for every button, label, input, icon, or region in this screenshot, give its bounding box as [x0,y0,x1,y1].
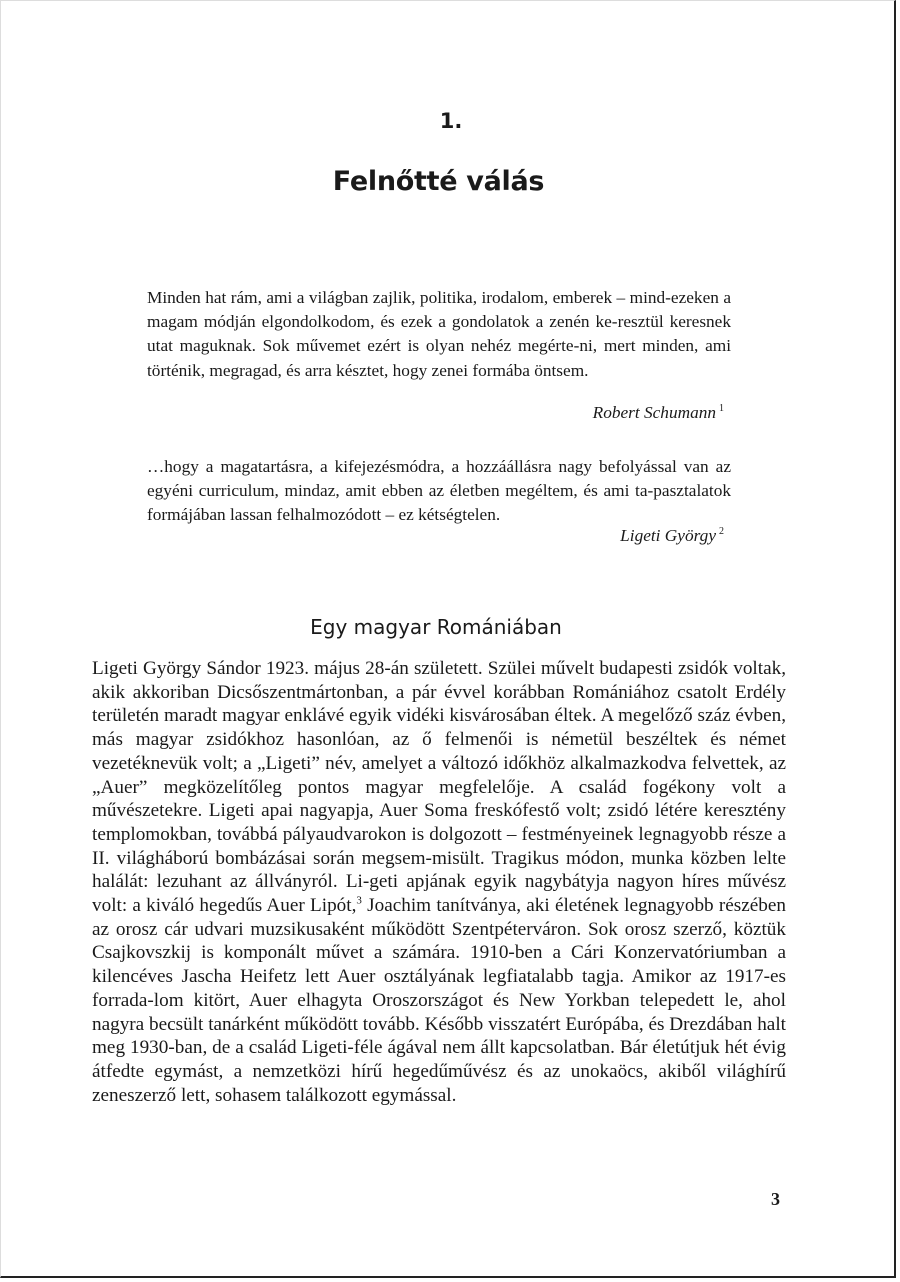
epigraph-author: Robert Schumann [592,403,716,422]
epigraph-quote: Minden hat rám, ami a világban zajlik, politika, irodalom, emberek – mind-ezeken a magam módján elgondolkodom, és ezek a gondolatok a zenén ke-resztül keresnek utat maguknak. Sok művemet ezért is olyan nehéz megérte-ni, mert minden, ami történik, megragad, és arra késztet, hogy zenei formába öntsem. [147,288,731,380]
footnote-marker: 1 [719,403,724,415]
footnote-marker: 3 [356,894,362,907]
epigraph-author: Ligeti György [620,526,716,545]
epigraph-attribution [620,526,724,546]
footnote-marker: 2 [719,526,724,538]
chapter-number: 1. [439,109,463,133]
epigraph-quote: …hogy a magatartásra, a kifejezésmódra, a hozzáállásra nagy befolyással van az egyéni curriculum, mindaz, amit ebben az életben megéltem, és ami ta-pasztalatok formájában lassan felhalmozódott – ez kétségtelen. [147,457,731,525]
body-paragraph [92,657,786,1107]
page-number: 3 [771,1189,780,1209]
section-heading: Egy magyar Romániában [310,615,562,639]
chapter-title: Felnőtté válás [332,166,545,197]
epigraph-attribution [593,403,724,423]
paragraph-text: Joachim tanítványa, aki életének legnagyobb részében az orosz cár udvari muzsikusaként működött Szentpéterváron. Sok orosz szerző, köztük Csajkovszkij is komponált művet a számára. 1910-ben a Cári Konzervatóriumban a kilencéves Jascha Heifetz lett Auer osztályának legfiatalabb tagja. Amikor az 1917-es forrada-lom kitört, Auer elhagyta Oroszországot és New Yorkban telepedett le, ahol nagyra becsült tanárként működött tovább. Később visszatért Európába, és Drezdában halt meg 1930-ban, de a család Ligeti-féle ágával nem állt kapcsolatban. Bár életútjuk hét évig átfedte egymást, a nemzetközi hírű hegedűművész és az unokaöcs, akiből világhírű zeneszerző lett, sohasem találkozott egymással. [92,895,786,1106]
paragraph-text: Ligeti György Sándor 1923. május 28-án született. Szülei művelt budapesti zsidók voltak, akik akkoriban Dicsőszentmártonban, a pár évvel korábban Romániához csatolt Erdély területén maradt magyar enklávé egyik vidéki kisvárosában éltek. A megelőző száz évben, más magyar zsidókhoz hasonlóan, az ő felmenői is németül beszéltek és német vezetéknevük volt; a „Ligeti” név, amelyet a változó időkhöz alkalmazkodva felvettek, az „Auer” megközelítőleg pontos magyar megfelelője. A család fogékony volt a művészetekre. Ligeti apai nagyapja, Auer Soma freskófestő volt; zsidó létére keresztény templomokban, továbbá pályaudvarokon is dolgozott – festményeinek legnagyobb része a II. világháború bombázásai során megsem-misült. Tragikus módon, munka közben lelte halálát: lezuhant az állványról. Li-geti apjának egyik nagybátyja nagyon híres művész volt: a kiváló hegedűs Auer Lipót, [92,658,786,917]
